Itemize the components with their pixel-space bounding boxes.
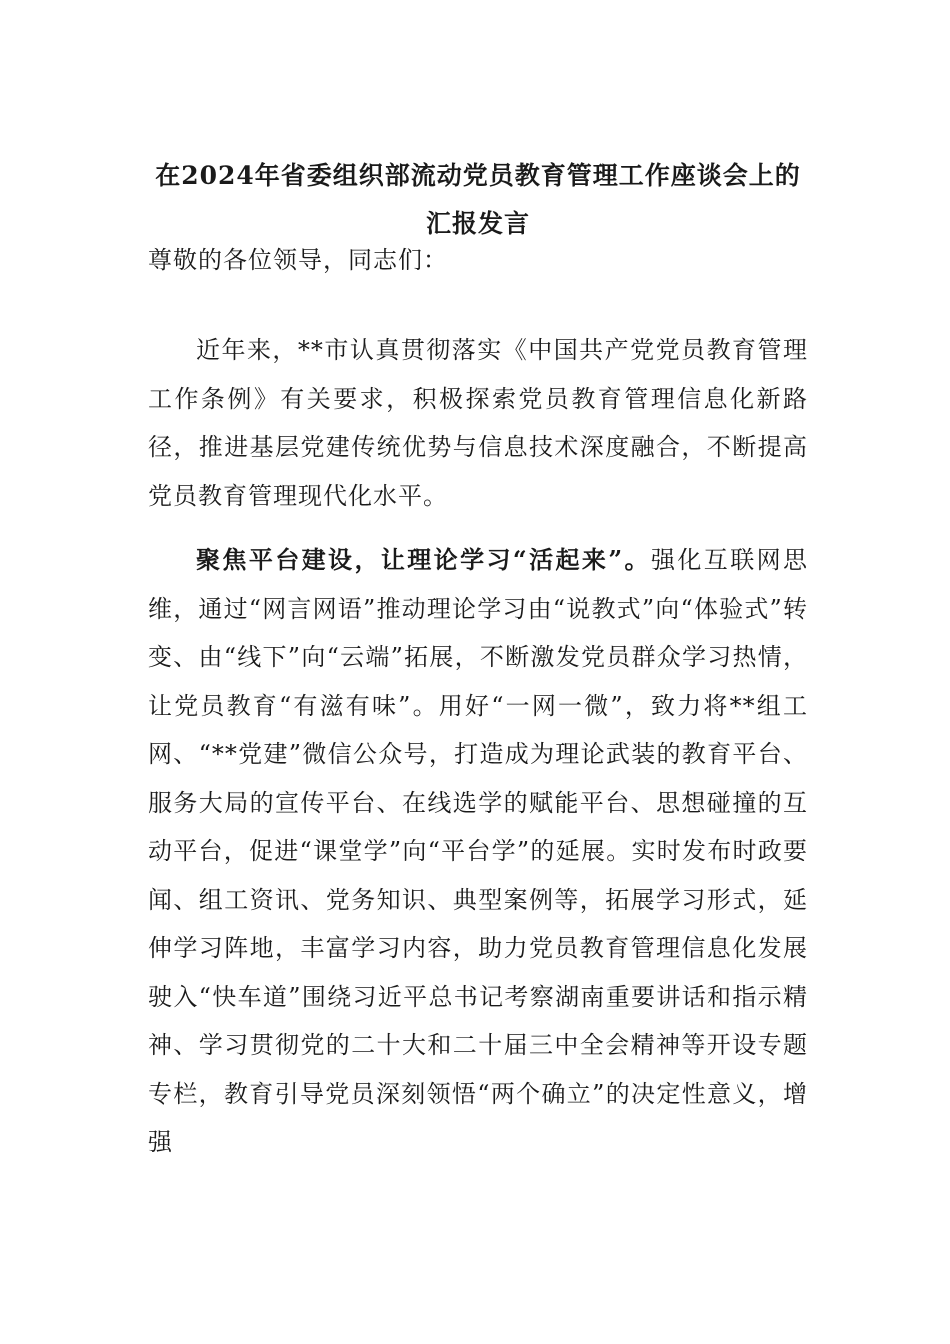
salutation: 尊敬的各位领导，同志们：: [148, 246, 448, 274]
section-paragraph: [148, 536, 808, 1167]
section-heading: 聚焦平台建设，让理论学习“活起来”。: [196, 545, 651, 574]
section-body: 强化互联网思维，通过“网言网语”推动理论学习由“说教式”向“体验式”转变、由“线下”向“云端”拓展，不断激发党员群众学习热情，让党员教育“有滋有味”。用好“一网一微”，致力将**组工网、“**党建”微信公众号，打造成为理论武装的教育平台、服务大局的宣传平台、在线选学的赋能平台、思想碰撞的互动平台，促进“课堂学”向“平台学”的延展。实时发布时政要闻、组工资讯、党务知识、典型案例等，拓展学习形式，延伸学习阵地，丰富学习内容，助力党员教育管理信息化发展驶入“快车道”围绕习近平总书记考察湖南重要讲话和指示精神、学习贯彻党的二十大和二十届三中全会精神等开设专题专栏，教育引导党员深刻领悟“两个确立”的决定性意义，增强: [148, 546, 809, 1156]
document-title: 在2024年省委组织部流动党员教育管理工作座谈会上的汇报发言: [155, 161, 801, 238]
intro-paragraph: 近年来，**市认真贯彻落实《中国共产党党员教育管理工作条例》有关要求，积极探索党员教育管理信息化新路径，推进基层党建传统优势与信息技术深度融合，不断提高党员教育管理现代化水平。: [148, 336, 808, 510]
